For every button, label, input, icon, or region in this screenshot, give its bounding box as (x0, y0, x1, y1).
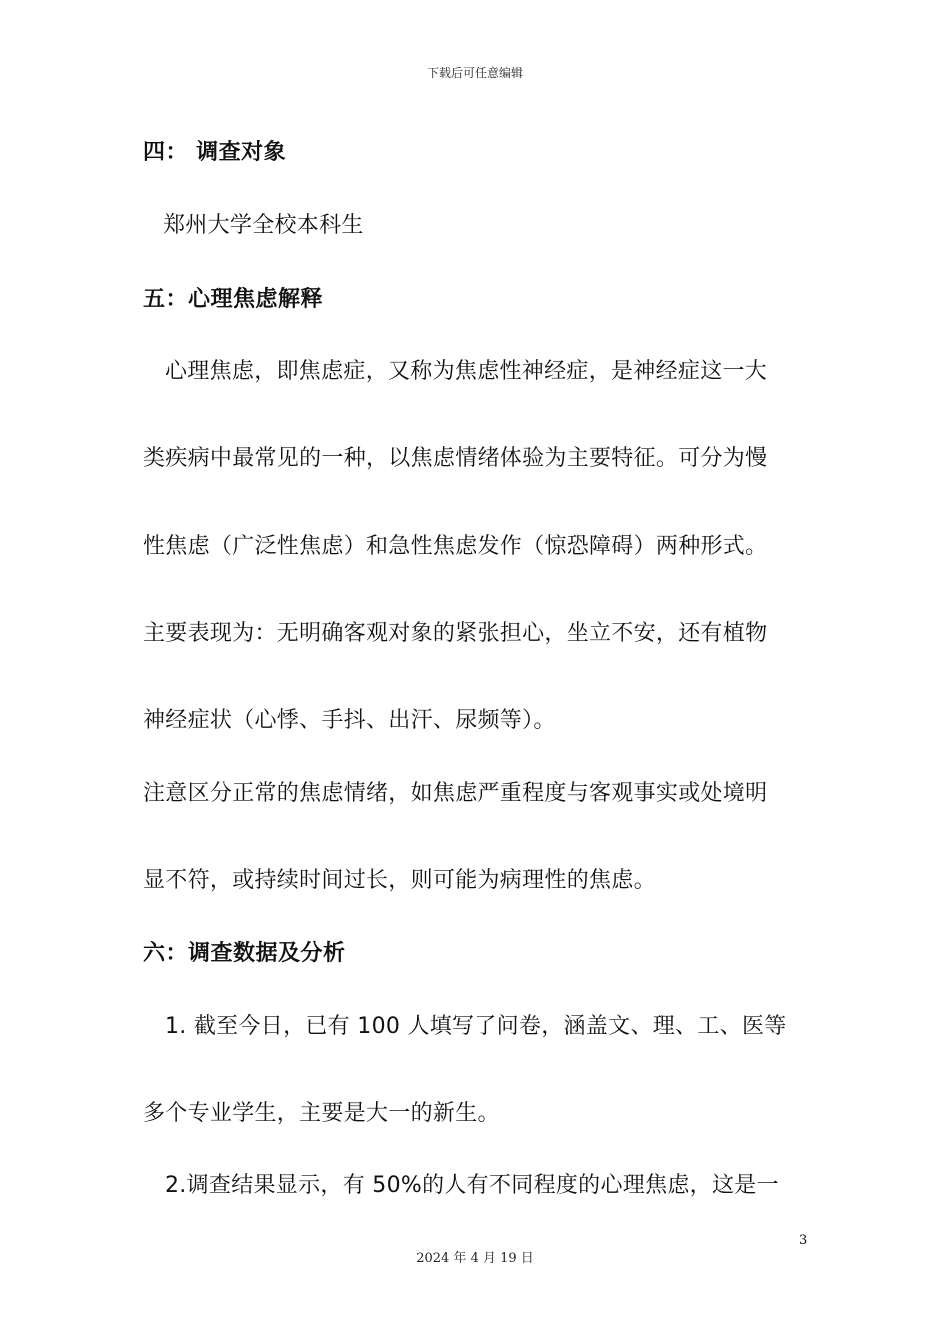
section-heading-anxiety-explanation: 五：心理焦虑解释 (143, 287, 324, 312)
paragraph-line: 多个专业学生，主要是大一的新生。 (143, 1101, 500, 1126)
footer-date: 2024 年 4 月 19 日 (416, 1251, 534, 1266)
section-heading-survey-subjects: 四： 调查对象 (143, 140, 287, 165)
paragraph-line: 心理焦虑，即焦虑症，又称为焦虑性神经症，是神经症这一大 (165, 359, 768, 384)
paragraph-line: 2.调查结果显示，有 50%的人有不同程度的心理焦虑，这是一 (165, 1173, 779, 1198)
paragraph-line: 显不符，或持续时间过长，则可能为病理性的焦虑。 (143, 868, 656, 893)
paragraph-line: 主要表现为：无明确客观对象的紧张担心，坐立不安，还有植物 (143, 621, 768, 646)
paragraph-line: 注意区分正常的焦虑情绪，如焦虑严重程度与客观事实或处境明 (143, 781, 768, 806)
paragraph-line: 神经症状（心悸、手抖、出汗、尿频等）。 (143, 708, 556, 733)
section-heading-survey-data: 六：调查数据及分析 (143, 941, 346, 966)
paragraph-line: 郑州大学全校本科生 (163, 213, 364, 238)
header-note: 下载后可任意编辑 (426, 66, 523, 80)
page-number: 3 (799, 1233, 808, 1248)
paragraph-line: 类疾病中最常见的一种，以焦虑情绪体验为主要特征。可分为慢 (143, 446, 768, 471)
paragraph-line: 性焦虑（广泛性焦虑）和急性焦虑发作（惊恐障碍）两种形式。 (143, 534, 768, 559)
paragraph-line: 1. 截至今日，已有 100 人填写了问卷，涵盖文、理、工、医等 (165, 1014, 787, 1039)
